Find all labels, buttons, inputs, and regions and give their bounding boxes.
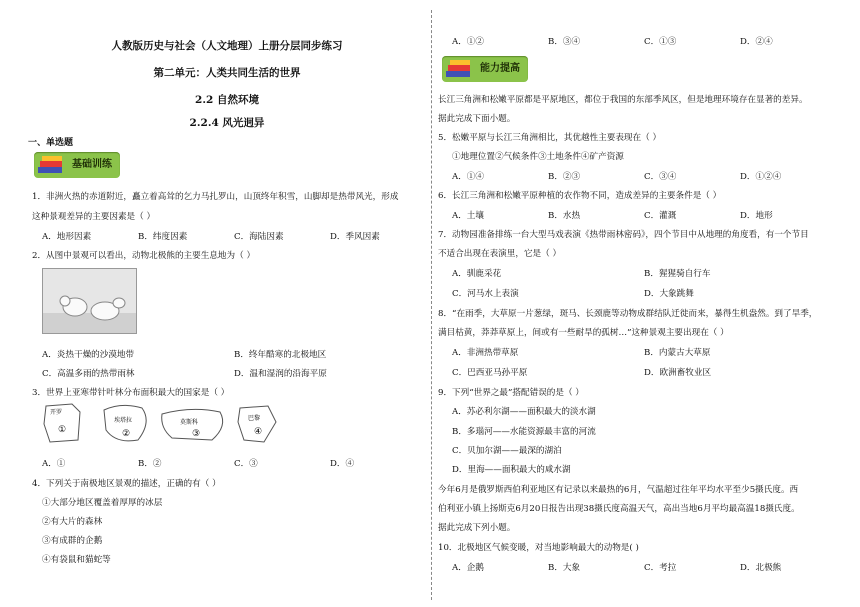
q5-option-c[interactable]: C．③④ [644, 172, 677, 182]
q6-option-b[interactable]: B．水热 [548, 211, 581, 221]
q4-item-4: ④有袋鼠和猫蛇等 [42, 555, 111, 565]
badge-ability-improve [442, 56, 528, 82]
q7-stem-line1: 7．动物园准备排练一台大型马戏表演《热带雨林密码》，四个节目中从地理的角度看，有一个节目 [438, 230, 809, 240]
map-label-1: ① [58, 425, 67, 435]
map-label-etala: 埃塔拉 [114, 417, 133, 424]
q2-option-d[interactable]: D．温和湿润的沿海平原 [234, 369, 327, 379]
country-maps [42, 400, 282, 448]
q3-stem: 3．世界上亚寒带针叶林分布面积最大的国家是（ ） [32, 388, 230, 398]
q9-option-d[interactable]: D．里海——面积最大的咸水湖 [452, 465, 571, 475]
q10-option-b[interactable]: B．大象 [548, 563, 581, 573]
q8-stem-line2: 满目枯黄，莽莽草原上，间或有一些耐旱的孤树…”这种景观主要出现在（ ） [438, 328, 729, 338]
q5-option-a[interactable]: A．①④ [452, 172, 484, 182]
q4-option-a[interactable]: A．①② [452, 37, 484, 47]
q1-option-d[interactable]: D．季风因素 [330, 232, 380, 242]
badge-basic-label: 基础训练 [72, 159, 112, 170]
q7-option-b[interactable]: B．猩猩骑自行车 [644, 269, 711, 279]
q9-option-a[interactable]: A．苏必利尔湖——面积最大的淡水湖 [452, 407, 596, 417]
doc-title: 人教版历史与社会（人文地理）上册分层同步练习 [111, 40, 343, 52]
q9-option-b[interactable]: B．多瑙河——水能资源最丰富的河流 [452, 427, 596, 437]
q1-stem-line2: 这种景观差异的主要因素是（ ） [32, 212, 156, 222]
q2-stem: 2．从图中景观可以看出，动物北极熊的主要生息地为（ ） [32, 251, 256, 261]
passage1-line1: 长江三角洲和松嫩平原都是平原地区，都位于我国的东部季风区，但是地理环境存在显著的差异。 [438, 95, 808, 105]
passage1-line2: 据此完成下面小题。 [438, 114, 516, 124]
q3-option-d[interactable]: D．④ [330, 459, 355, 469]
q4-stem: 4．下列关于南极地区景观的描述，正确的有（ ） [32, 479, 221, 489]
q3-option-a[interactable]: A．① [42, 459, 66, 469]
q8-stem-line1: 8．“在雨季，大草原一片葱绿，斑马、长颈鹿等动物成群结队迁徙而来，暴得生机盎然。到了旱季， [438, 309, 818, 319]
q8-option-a[interactable]: A．非洲热带草原 [452, 348, 519, 358]
books-icon [445, 59, 475, 79]
q6-stem: 6．长江三角洲和松嫩平原种植的农作物不同，造成差异的主要条件是（ ） [438, 191, 722, 201]
unit-title: 第二单元：人类共同生活的世界 [153, 67, 301, 79]
map-label-cairo: 开罗 [50, 409, 63, 416]
q3-option-c[interactable]: C．③ [234, 459, 258, 469]
q7-stem-line2: 不适合出现在表演里，它是（ ） [438, 249, 562, 259]
svg-text:开罗 [50, 408, 62, 416]
q5-option-b[interactable]: B．②③ [548, 172, 581, 182]
q4-option-d[interactable]: D．②④ [740, 37, 773, 47]
q5-items: ①地理位置②气候条件③土地条件④矿产资源 [452, 152, 624, 162]
q2-option-a[interactable]: A．炎热干燥的沙漠地带 [42, 350, 135, 360]
q4-item-2: ②有大片的森林 [42, 517, 103, 527]
q7-option-d[interactable]: D．大象跳舞 [644, 289, 694, 299]
q10-option-d[interactable]: D．北极熊 [740, 563, 782, 573]
q5-option-d[interactable]: D．①②④ [740, 172, 782, 182]
q8-option-b[interactable]: B．内蒙古大草原 [644, 348, 711, 358]
q6-option-d[interactable]: D．地形 [740, 211, 773, 221]
map-label-4: ④ [254, 427, 263, 437]
q7-option-a[interactable]: A．驯鹿采花 [452, 269, 502, 279]
q1-option-b[interactable]: B．纬度因素 [138, 232, 188, 242]
q5-stem: 5．松嫩平原与长江三角洲相比，其优越性主要表现在（ ） [438, 133, 662, 143]
q1-option-c[interactable]: C．海陆因素 [234, 232, 284, 242]
q2-option-b[interactable]: B．终年酷寒的北极地区 [234, 350, 327, 360]
polar-bear-icon [43, 269, 136, 333]
map-label-3: ③ [192, 429, 201, 439]
q4-item-1: ①大部分地区覆盖着厚厚的冰层 [42, 498, 163, 508]
lesson-title: 2.2.4 风光迥异 [189, 117, 265, 129]
q10-option-c[interactable]: C．考拉 [644, 563, 677, 573]
q4-item-3: ③有成群的企鹅 [42, 536, 103, 546]
q6-option-a[interactable]: A．土壤 [452, 211, 484, 221]
badge-basic-training [34, 152, 120, 178]
q9-stem: 9．下列“世界之最”搭配错误的是（ ） [438, 388, 584, 398]
passage2-line3: 据此完成下列小题。 [438, 523, 516, 533]
q10-stem: 10．北极地区气候变暖，对当地影响最大的动物是( ) [438, 543, 639, 553]
polar-bear-photo [42, 268, 137, 334]
q8-option-c[interactable]: C．巴西亚马孙平原 [452, 368, 528, 378]
q7-option-c[interactable]: C．河马水上表演 [452, 289, 519, 299]
column-divider [431, 10, 432, 600]
badge-ability-label: 能力提高 [480, 63, 520, 74]
section-heading: 一、单选题 [28, 138, 74, 148]
map-label-2: ② [122, 429, 131, 439]
books-icon [37, 155, 67, 175]
section-title: 2.2 自然环境 [195, 94, 259, 106]
q4-option-b[interactable]: B．③④ [548, 37, 581, 47]
passage2-line2: 伯利亚小镇上扬斯克6月20日报告出现38摄氏度高温天气，高出当地6月平均最高温18摄氏度。 [438, 504, 800, 514]
q10-option-a[interactable]: A．企鹅 [452, 563, 484, 573]
q1-stem-line1: 1．非洲火热的赤道附近，矗立着高耸的乞力马扎罗山，山顶终年积雪，山脚却是热带风光，形成 [32, 192, 399, 202]
q1-option-a[interactable]: A．地形因素 [42, 232, 92, 242]
q2-option-c[interactable]: C．高温多雨的热带雨林 [42, 369, 135, 379]
map-label-paris: 巴黎 [248, 415, 261, 422]
map-label-moscow: 莫斯科 [180, 419, 199, 426]
passage2-line1: 今年6月是俄罗斯西伯利亚地区有记录以来最热的6月，气温超过往年平均水平至少5摄氏度。西 [438, 485, 799, 495]
q9-option-c[interactable]: C．贝加尔湖——最深的湖泊 [452, 446, 562, 456]
q6-option-c[interactable]: C．灌溉 [644, 211, 677, 221]
q4-option-c[interactable]: C．①③ [644, 37, 677, 47]
q3-option-b[interactable]: B．② [138, 459, 162, 469]
q8-option-d[interactable]: D．欧洲畜牧业区 [644, 368, 712, 378]
